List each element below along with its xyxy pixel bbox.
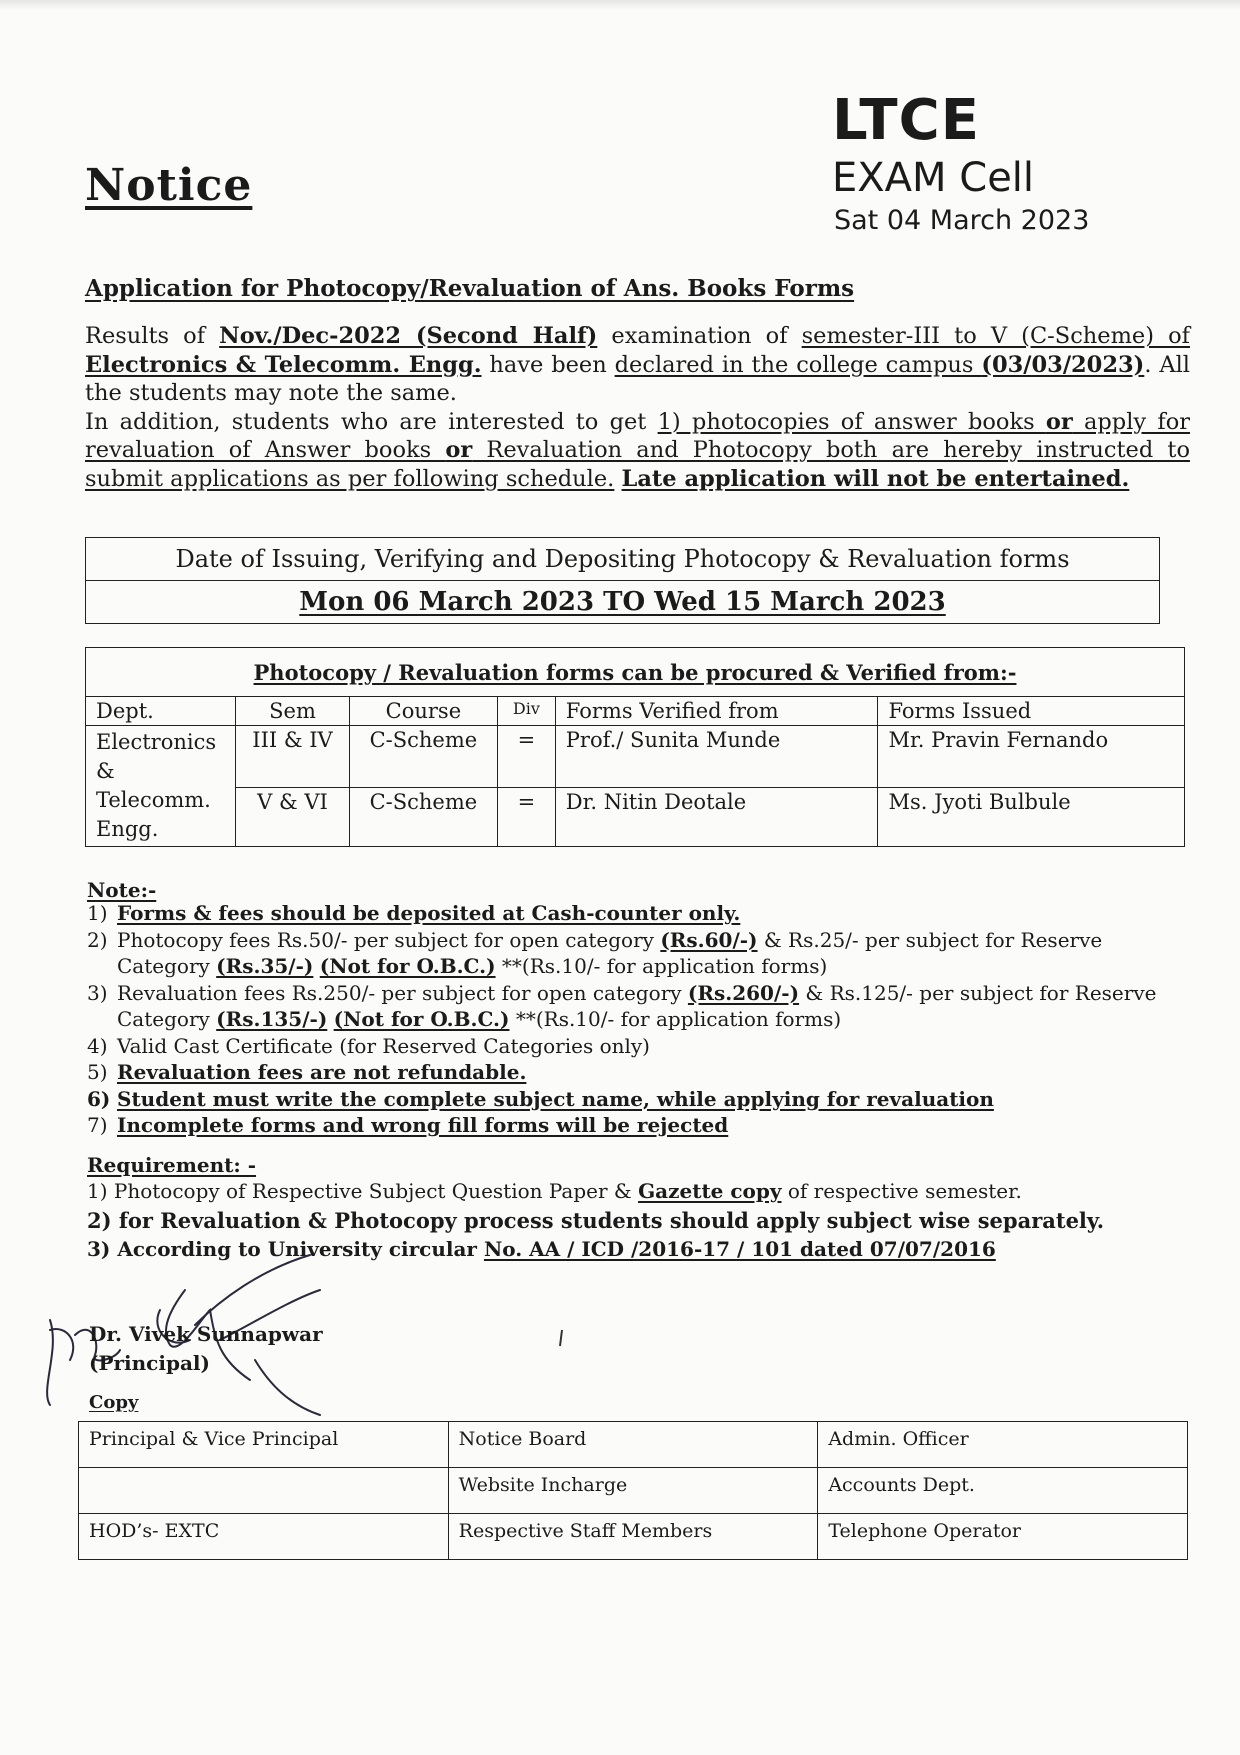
course-cell: C-Scheme: [349, 726, 497, 788]
copy-cell: Respective Staff Members: [448, 1514, 818, 1560]
div-cell: =: [497, 726, 555, 788]
note-item: [87, 1033, 1197, 1060]
pen-mark: [556, 1328, 568, 1348]
note-text: Valid Cast Certificate (for Reserved Categories only): [117, 1033, 650, 1058]
copy-cell: Website Incharge: [448, 1468, 818, 1514]
exam-session: Nov./Dec-2022 (Second Half): [219, 323, 598, 349]
circular-number: No. AA / ICD /2016-17 / 101 dated 07/07/2016: [483, 1237, 996, 1261]
schedule-table: [85, 537, 1160, 624]
declared-text: declared in the college campus: [614, 351, 982, 378]
note-number: 4): [87, 1033, 108, 1058]
text: In addition, students who are interested to get: [85, 408, 658, 435]
intro-paragraph: [85, 322, 1190, 493]
note-item: [87, 900, 1197, 927]
note-text: & Rs.25/- per subject for Reserve Category: [117, 927, 1103, 978]
note-text: Forms & fees should be deposited at Cash-counter only.: [117, 901, 741, 925]
schedule-title: Date of Issuing, Verifying and Depositing Photocopy & Revaluation forms: [86, 538, 1160, 581]
column-header: Div: [497, 697, 555, 726]
option-text: 1) photocopies of answer books: [657, 408, 1046, 435]
requirement-text: 1) Photocopy of Respective Subject Question Paper &: [87, 1179, 639, 1203]
or-text: or: [445, 437, 473, 463]
note-number: 2): [87, 927, 108, 952]
note-fee: (Rs.35/-): [216, 954, 314, 978]
option-text: apply for revaluation of Answer books: [85, 408, 1190, 463]
note-text: **(Rs.10/- for application forms): [495, 954, 828, 978]
requirement-item: 2) for Revaluation & Photocopy process students should apply subject wise separately.: [87, 1208, 1105, 1233]
note-text: Student must write the complete subject name, while applying for revaluation: [117, 1086, 994, 1111]
copy-cell: Principal & Vice Principal: [79, 1422, 449, 1468]
sem-cell: III & IV: [236, 726, 350, 788]
column-header: Forms Verified from: [555, 697, 878, 726]
note-exclusion: (Not for O.B.C.): [319, 954, 496, 978]
copy-cell: HOD’s- EXTC: [79, 1514, 449, 1560]
note-text: Revaluation fees Rs.250/- per subject for open category: [117, 980, 688, 1005]
note-fee: (Rs.135/-): [216, 1007, 328, 1031]
requirements-heading: Requirement: -: [87, 1153, 257, 1177]
note-number: 1): [87, 901, 108, 925]
text: Results of: [85, 323, 220, 349]
requirement-emphasis: Gazette copy: [638, 1179, 782, 1203]
dept-cell: Electronics & Telecomm. Engg.: [86, 726, 236, 847]
signatory: [89, 1320, 323, 1378]
notes-heading: Note:-: [87, 878, 157, 902]
semester-range: semester-III to V (C-Scheme) of: [801, 323, 1190, 349]
note-item: [87, 1059, 1197, 1086]
verified-cell: Dr. Nitin Deotale: [555, 787, 878, 846]
procure-title: Photocopy / Revaluation forms can be procured & Verified from:-: [86, 648, 1185, 697]
notice-date: Sat 04 March 2023: [834, 205, 1090, 236]
note-number: 5): [87, 1060, 108, 1084]
copy-cell: Notice Board: [448, 1422, 818, 1468]
option-text: Revaluation and Photocopy both are hereby instructed to submit applications as per following schedule.: [85, 437, 1190, 492]
note-text: Photocopy fees Rs.50/- per subject for open category: [117, 927, 661, 952]
note-text: Revaluation fees are not refundable.: [117, 1060, 527, 1084]
copy-cell: Telephone Operator: [818, 1514, 1188, 1560]
note-fee: (Rs.260/-): [687, 980, 800, 1005]
text: [614, 466, 621, 492]
notes-list: [87, 900, 1197, 1139]
notice-title: Notice: [85, 160, 253, 211]
copy-heading: Copy: [89, 1392, 139, 1413]
declared-date: (03/03/2023): [981, 351, 1145, 378]
branch-name: Electronics & Telecomm. Engg.: [85, 351, 482, 378]
note-number: 6): [87, 1086, 111, 1111]
text: have been: [481, 351, 615, 378]
column-header: Dept.: [86, 697, 236, 726]
requirement-text: 3) According to University circular: [87, 1237, 484, 1261]
department-name: EXAM Cell: [832, 155, 1035, 201]
requirement-text: of respective semester.: [781, 1179, 1022, 1203]
note-item: [87, 1112, 1197, 1139]
div-cell: =: [497, 787, 555, 846]
note-text: & Rs.125/- per subject for Reserve Category: [117, 980, 1157, 1031]
course-cell: C-Scheme: [349, 787, 497, 846]
verified-cell: Prof./ Sunita Munde: [555, 726, 878, 788]
issued-cell: Ms. Jyoti Bulbule: [878, 787, 1185, 846]
copy-cell: [79, 1468, 449, 1514]
note-text: Incomplete forms and wrong fill forms will be rejected: [117, 1113, 729, 1137]
column-header: Sem: [236, 697, 350, 726]
note-item: [87, 927, 1197, 980]
schedule-dates: Mon 06 March 2023 TO Wed 15 March 2023: [86, 581, 1160, 624]
note-number: 3): [87, 980, 108, 1005]
procure-table: [85, 647, 1185, 847]
column-header: Course: [349, 697, 497, 726]
issued-cell: Mr. Pravin Fernando: [878, 726, 1185, 788]
note-text: **(Rs.10/- for application forms): [509, 1007, 842, 1031]
signatory-title: (Principal): [89, 1351, 210, 1375]
scan-edge: [0, 0, 1240, 10]
note-exclusion: (Not for O.B.C.): [333, 1007, 510, 1031]
or-text: or: [1045, 408, 1073, 435]
signatory-name: Dr. Vivek Sunnapwar: [89, 1322, 323, 1346]
note-number: 7): [87, 1113, 108, 1137]
text: . All the students may note the same.: [85, 351, 1190, 406]
note-fee: (Rs.60/-): [660, 927, 758, 952]
org-name: LTCE: [832, 88, 980, 153]
note-item: [87, 1086, 1197, 1113]
application-title: Application for Photocopy/Revaluation of Ans. Books Forms: [85, 275, 855, 302]
column-header: Forms Issued: [878, 697, 1185, 726]
sem-cell: V & VI: [236, 787, 350, 846]
copy-table: [78, 1421, 1188, 1560]
text: examination of: [597, 323, 802, 349]
late-warning: Late application will not be entertained.: [621, 465, 1130, 492]
copy-cell: Accounts Dept.: [818, 1468, 1188, 1514]
copy-cell: Admin. Officer: [818, 1422, 1188, 1468]
requirement-item: [87, 1177, 1207, 1206]
note-item: [87, 980, 1197, 1033]
